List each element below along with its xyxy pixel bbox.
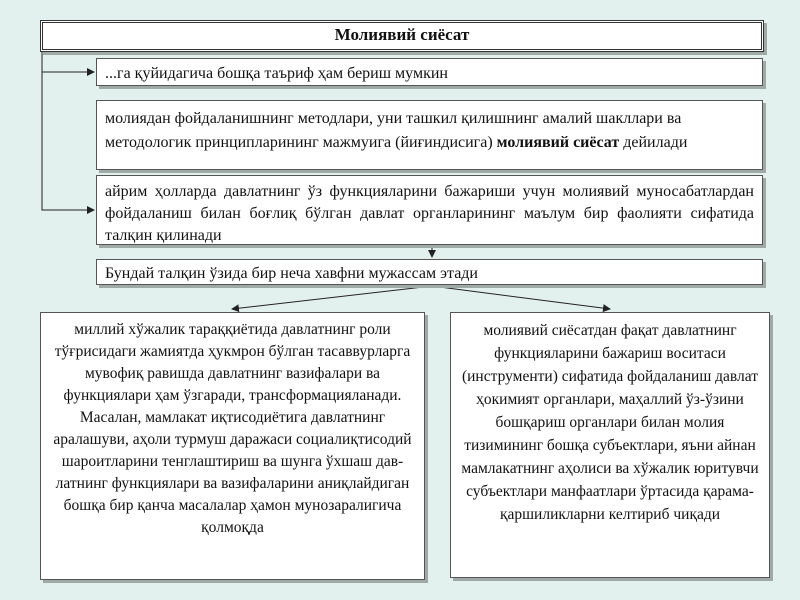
risk-left-text: миллий хўжалик тараққиётида давлатнинг роли тўғрисидаги жамиятда ҳукмрон бўлган тасаввурларга мувофиқ равишда давлатнинг вазифалари ва функциялари ҳам ўзгаради, трансформацияланади. Масалан, мамлакат иқтисодиётига давлатнинг аралашуви, аҳоли турмуш даражаси социалиқтисодий шароитларини тенглаштириш ва шунга ўхшаш дав-латнинг функциялари ва вазифаларини аниқлайдиган бошқа бир қанча масалалар ҳамон мунозаралигича қолмоқда [53, 321, 412, 536]
interpretation-text: айрим ҳолларда давлатнинг ўз функцияларини бажариши учун молиявий муносабатлардан фойдаланиш билан боғлиқ бўлган давлат органларининг маълум бир фаолияти сифатида талқин қилинади [105, 183, 754, 244]
definition-text-part2: дейилади [619, 134, 688, 151]
diagram-title-text: Молиявий сиёсат [334, 25, 470, 44]
risk-right-text: молиявий сиёсатдан фақат давлатнинг функцияларини бажариш воситаси (инструменти) сифатида фойдаланиш давлат ҳокимият органлари, маҳаллий ўз-ўзини бошқариш органлари билан молия тизимининг бошқа субъектлари, яъни айнан мамлакатнинг аҳолиси ва хўжалик юритувчи субъектлари манфаатлари ўртасида қарама-қаршиликларни келтириб чиқади [461, 322, 759, 523]
definition-box [96, 100, 763, 170]
risk-text: Бундай талқин ўзида бир неча хавфни мужассам этади [105, 265, 478, 282]
alt-definition-text: ...га қуйидагича бошқа таъриф ҳам бериш мумкин [105, 65, 448, 82]
diagram-title [40, 20, 764, 52]
definition-term: молиявий сиёсат [496, 134, 620, 151]
alt-definition-box [96, 58, 763, 86]
risk-right-box [450, 312, 770, 578]
interpretation-box [96, 175, 763, 245]
risk-box [96, 259, 763, 285]
definition-text-part1: молиядан фойдаланишнинг методлари, уни ташкил қилишнинг амалий шакллари ва методологик принципларининг мажмуига (йиғиндисига) [105, 110, 682, 151]
risk-left-box [40, 312, 425, 580]
